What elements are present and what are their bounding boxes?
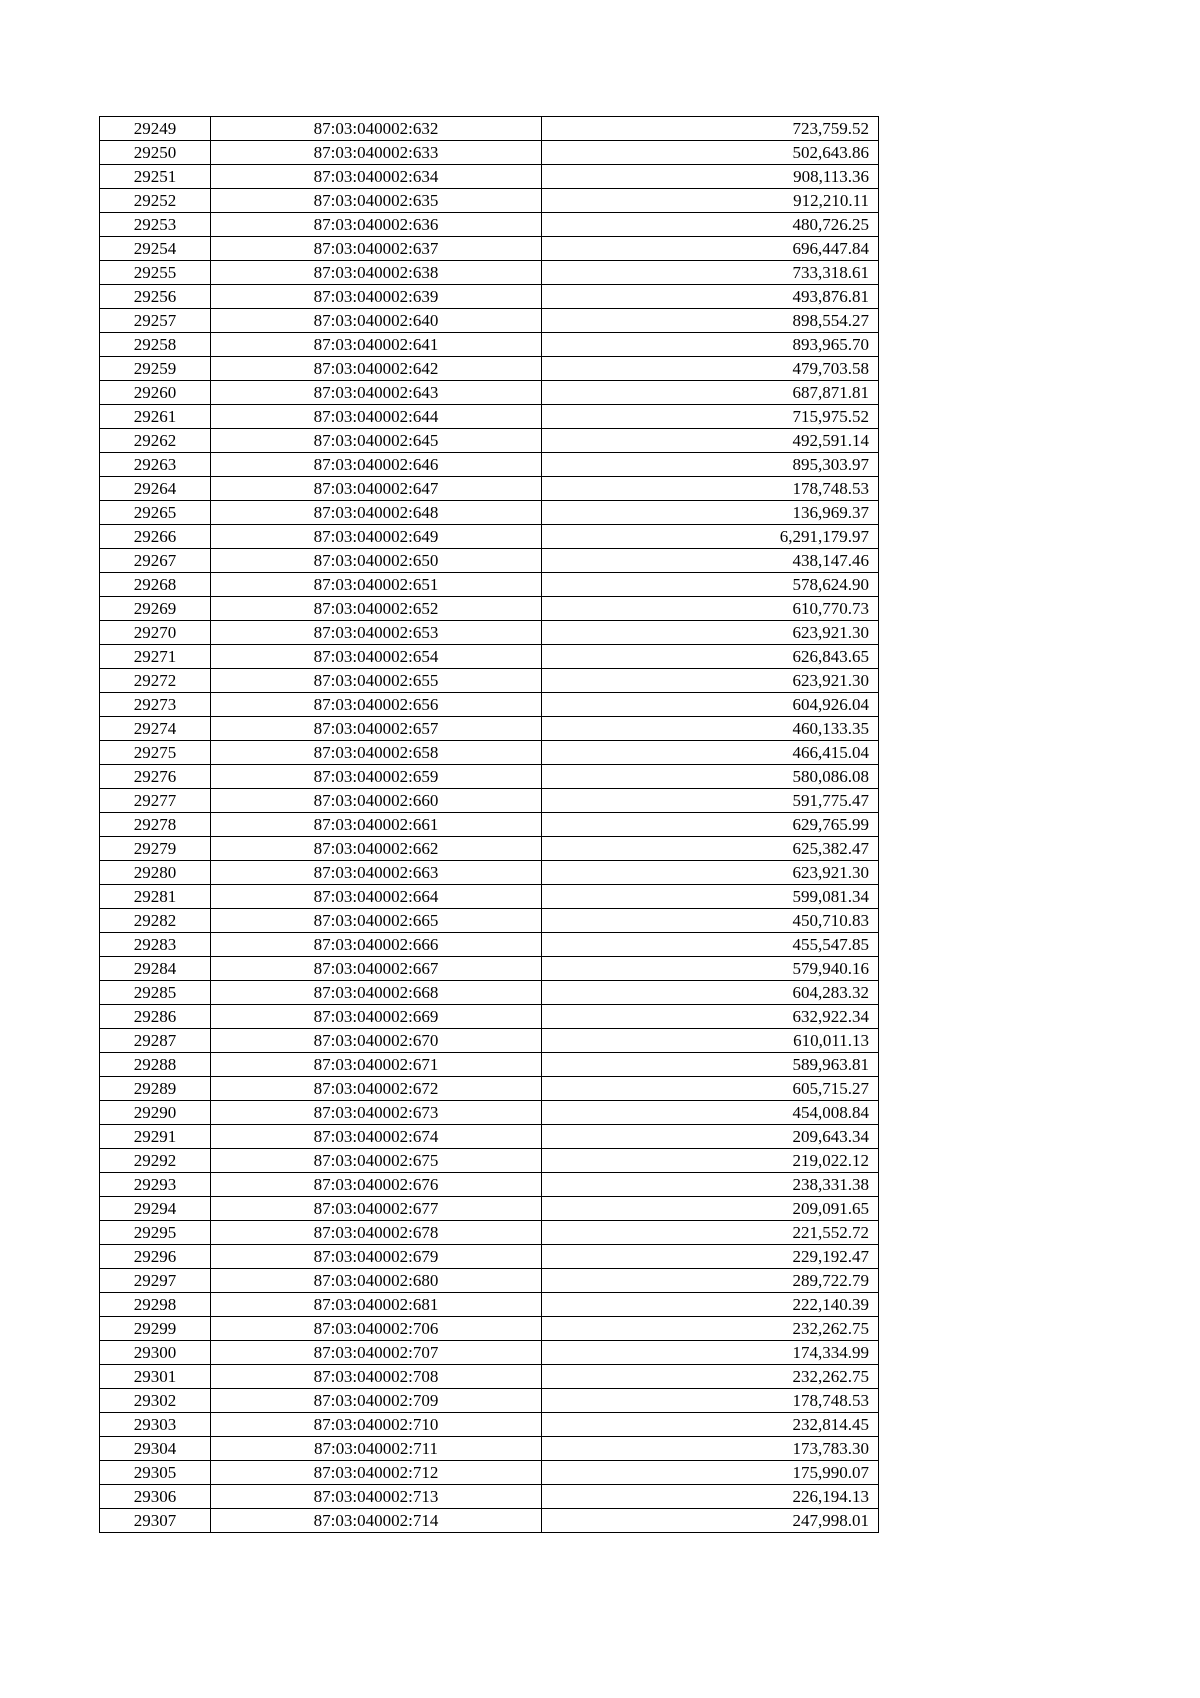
row-number-cell: 29268 (100, 573, 211, 597)
table-row (100, 1173, 879, 1197)
cadastral-value-cell: 623,921.30 (542, 861, 879, 885)
row-number-cell: 29250 (100, 141, 211, 165)
cadastral-value-cell: 604,283.32 (542, 981, 879, 1005)
cadastral-value-cell: 438,147.46 (542, 549, 879, 573)
cadastral-value-cell: 605,715.27 (542, 1077, 879, 1101)
cadastral-value-cell: 893,965.70 (542, 333, 879, 357)
row-number-cell: 29301 (100, 1365, 211, 1389)
cadastral-value-cell: 479,703.58 (542, 357, 879, 381)
table-row (100, 453, 879, 477)
cadastral-number-cell: 87:03:040002:647 (211, 477, 542, 501)
row-number-cell: 29287 (100, 1029, 211, 1053)
cadastral-number-cell: 87:03:040002:642 (211, 357, 542, 381)
row-number-cell: 29291 (100, 1125, 211, 1149)
cadastral-value-cell: 454,008.84 (542, 1101, 879, 1125)
row-number-cell: 29266 (100, 525, 211, 549)
row-number-cell: 29260 (100, 381, 211, 405)
cadastral-value-cell: 450,710.83 (542, 909, 879, 933)
row-number-cell: 29269 (100, 597, 211, 621)
table-row (100, 429, 879, 453)
cadastral-number-cell: 87:03:040002:658 (211, 741, 542, 765)
row-number-cell: 29305 (100, 1461, 211, 1485)
row-number-cell: 29256 (100, 285, 211, 309)
cadastral-value-cell: 232,814.45 (542, 1413, 879, 1437)
row-number-cell: 29280 (100, 861, 211, 885)
row-number-cell: 29253 (100, 213, 211, 237)
row-number-cell: 29271 (100, 645, 211, 669)
row-number-cell: 29304 (100, 1437, 211, 1461)
cadastral-value-cell: 623,921.30 (542, 669, 879, 693)
cadastral-value-cell: 591,775.47 (542, 789, 879, 813)
cadastral-number-cell: 87:03:040002:645 (211, 429, 542, 453)
row-number-cell: 29299 (100, 1317, 211, 1341)
cadastral-number-cell: 87:03:040002:664 (211, 885, 542, 909)
cadastral-number-cell: 87:03:040002:677 (211, 1197, 542, 1221)
cadastral-number-cell: 87:03:040002:663 (211, 861, 542, 885)
row-number-cell: 29288 (100, 1053, 211, 1077)
cadastral-value-cell: 178,748.53 (542, 1389, 879, 1413)
row-number-cell: 29254 (100, 237, 211, 261)
cadastral-number-cell: 87:03:040002:650 (211, 549, 542, 573)
row-number-cell: 29275 (100, 741, 211, 765)
cadastral-value-cell: 908,113.36 (542, 165, 879, 189)
cadastral-value-cell: 632,922.34 (542, 1005, 879, 1029)
table-row (100, 1125, 879, 1149)
cadastral-number-cell: 87:03:040002:681 (211, 1293, 542, 1317)
table-row (100, 549, 879, 573)
cadastral-number-cell: 87:03:040002:678 (211, 1221, 542, 1245)
table-row (100, 165, 879, 189)
row-number-cell: 29264 (100, 477, 211, 501)
cadastral-value-cell: 247,998.01 (542, 1509, 879, 1533)
cadastral-value-cell: 898,554.27 (542, 309, 879, 333)
table-row (100, 1461, 879, 1485)
table-row (100, 381, 879, 405)
cadastral-value-cell: 492,591.14 (542, 429, 879, 453)
cadastral-value-cell: 912,210.11 (542, 189, 879, 213)
cadastral-value-cell: 493,876.81 (542, 285, 879, 309)
table-row (100, 1149, 879, 1173)
cadastral-value-cell: 209,643.34 (542, 1125, 879, 1149)
table-row (100, 333, 879, 357)
table-row (100, 117, 879, 141)
table-row (100, 1365, 879, 1389)
cadastral-value-cell: 610,011.13 (542, 1029, 879, 1053)
table-row (100, 477, 879, 501)
cadastral-number-cell: 87:03:040002:671 (211, 1053, 542, 1077)
table-row (100, 645, 879, 669)
cadastral-value-cell: 687,871.81 (542, 381, 879, 405)
table-row (100, 1437, 879, 1461)
cadastral-number-cell: 87:03:040002:680 (211, 1269, 542, 1293)
cadastral-number-cell: 87:03:040002:634 (211, 165, 542, 189)
table-row (100, 933, 879, 957)
table-row (100, 765, 879, 789)
table-row (100, 621, 879, 645)
cadastral-value-cell: 219,022.12 (542, 1149, 879, 1173)
cadastral-number-cell: 87:03:040002:673 (211, 1101, 542, 1125)
cadastral-number-cell: 87:03:040002:648 (211, 501, 542, 525)
cadastral-number-cell: 87:03:040002:657 (211, 717, 542, 741)
row-number-cell: 29252 (100, 189, 211, 213)
table-row (100, 1413, 879, 1437)
row-number-cell: 29290 (100, 1101, 211, 1125)
cadastral-number-cell: 87:03:040002:707 (211, 1341, 542, 1365)
cadastral-number-cell: 87:03:040002:667 (211, 957, 542, 981)
cadastral-value-cell: 226,194.13 (542, 1485, 879, 1509)
row-number-cell: 29251 (100, 165, 211, 189)
cadastral-number-cell: 87:03:040002:711 (211, 1437, 542, 1461)
table-row (100, 573, 879, 597)
cadastral-number-cell: 87:03:040002:661 (211, 813, 542, 837)
cadastral-value-cell: 895,303.97 (542, 453, 879, 477)
cadastral-value-cell: 579,940.16 (542, 957, 879, 981)
table-row (100, 1293, 879, 1317)
table-row (100, 189, 879, 213)
cadastral-number-cell: 87:03:040002:714 (211, 1509, 542, 1533)
row-number-cell: 29262 (100, 429, 211, 453)
cadastral-number-cell: 87:03:040002:676 (211, 1173, 542, 1197)
cadastral-number-cell: 87:03:040002:632 (211, 117, 542, 141)
cadastral-value-cell: 589,963.81 (542, 1053, 879, 1077)
cadastral-value-cell: 173,783.30 (542, 1437, 879, 1461)
cadastral-number-cell: 87:03:040002:712 (211, 1461, 542, 1485)
row-number-cell: 29297 (100, 1269, 211, 1293)
table-row (100, 357, 879, 381)
table-row (100, 1317, 879, 1341)
table-row (100, 1341, 879, 1365)
cadastral-number-cell: 87:03:040002:679 (211, 1245, 542, 1269)
cadastral-number-cell: 87:03:040002:644 (211, 405, 542, 429)
cadastral-number-cell: 87:03:040002:639 (211, 285, 542, 309)
table-row (100, 909, 879, 933)
cadastral-number-cell: 87:03:040002:670 (211, 1029, 542, 1053)
table-row (100, 213, 879, 237)
row-number-cell: 29267 (100, 549, 211, 573)
cadastral-number-cell: 87:03:040002:641 (211, 333, 542, 357)
row-number-cell: 29249 (100, 117, 211, 141)
cadastral-value-cell: 136,969.37 (542, 501, 879, 525)
cadastral-number-cell: 87:03:040002:656 (211, 693, 542, 717)
table-row (100, 957, 879, 981)
cadastral-value-cell: 238,331.38 (542, 1173, 879, 1197)
cadastral-value-cell: 178,748.53 (542, 477, 879, 501)
row-number-cell: 29284 (100, 957, 211, 981)
cadastral-number-cell: 87:03:040002:649 (211, 525, 542, 549)
row-number-cell: 29279 (100, 837, 211, 861)
cadastral-number-cell: 87:03:040002:660 (211, 789, 542, 813)
cadastral-value-cell: 715,975.52 (542, 405, 879, 429)
table-row (100, 813, 879, 837)
row-number-cell: 29274 (100, 717, 211, 741)
cadastral-value-table (99, 116, 879, 1533)
cadastral-value-cell: 222,140.39 (542, 1293, 879, 1317)
row-number-cell: 29295 (100, 1221, 211, 1245)
cadastral-value-cell: 604,926.04 (542, 693, 879, 717)
row-number-cell: 29298 (100, 1293, 211, 1317)
row-number-cell: 29265 (100, 501, 211, 525)
cadastral-number-cell: 87:03:040002:637 (211, 237, 542, 261)
cadastral-value-cell: 723,759.52 (542, 117, 879, 141)
row-number-cell: 29259 (100, 357, 211, 381)
row-number-cell: 29258 (100, 333, 211, 357)
cadastral-number-cell: 87:03:040002:640 (211, 309, 542, 333)
table-row (100, 1245, 879, 1269)
cadastral-value-cell: 460,133.35 (542, 717, 879, 741)
row-number-cell: 29303 (100, 1413, 211, 1437)
cadastral-number-cell: 87:03:040002:669 (211, 1005, 542, 1029)
cadastral-number-cell: 87:03:040002:652 (211, 597, 542, 621)
row-number-cell: 29289 (100, 1077, 211, 1101)
table-row (100, 789, 879, 813)
cadastral-value-cell: 580,086.08 (542, 765, 879, 789)
cadastral-value-cell: 174,334.99 (542, 1341, 879, 1365)
table-row (100, 597, 879, 621)
cadastral-number-cell: 87:03:040002:668 (211, 981, 542, 1005)
cadastral-number-cell: 87:03:040002:659 (211, 765, 542, 789)
cadastral-value-cell: 696,447.84 (542, 237, 879, 261)
row-number-cell: 29306 (100, 1485, 211, 1509)
cadastral-value-cell: 625,382.47 (542, 837, 879, 861)
cadastral-value-cell: 629,765.99 (542, 813, 879, 837)
row-number-cell: 29302 (100, 1389, 211, 1413)
table-row (100, 405, 879, 429)
cadastral-value-cell: 626,843.65 (542, 645, 879, 669)
table-row (100, 285, 879, 309)
cadastral-value-cell: 175,990.07 (542, 1461, 879, 1485)
table-row (100, 501, 879, 525)
cadastral-number-cell: 87:03:040002:651 (211, 573, 542, 597)
cadastral-number-cell: 87:03:040002:708 (211, 1365, 542, 1389)
cadastral-value-cell: 599,081.34 (542, 885, 879, 909)
table-row (100, 717, 879, 741)
table-row (100, 981, 879, 1005)
row-number-cell: 29281 (100, 885, 211, 909)
cadastral-value-cell: 733,318.61 (542, 261, 879, 285)
row-number-cell: 29286 (100, 1005, 211, 1029)
row-number-cell: 29261 (100, 405, 211, 429)
cadastral-number-cell: 87:03:040002:675 (211, 1149, 542, 1173)
cadastral-value-cell: 209,091.65 (542, 1197, 879, 1221)
row-number-cell: 29294 (100, 1197, 211, 1221)
table-row (100, 837, 879, 861)
cadastral-number-cell: 87:03:040002:666 (211, 933, 542, 957)
cadastral-value-cell: 232,262.75 (542, 1365, 879, 1389)
cadastral-number-cell: 87:03:040002:706 (211, 1317, 542, 1341)
table-row (100, 741, 879, 765)
cadastral-value-cell: 623,921.30 (542, 621, 879, 645)
row-number-cell: 29293 (100, 1173, 211, 1197)
table-row (100, 1005, 879, 1029)
row-number-cell: 29300 (100, 1341, 211, 1365)
table-row (100, 1221, 879, 1245)
cadastral-number-cell: 87:03:040002:665 (211, 909, 542, 933)
table-row (100, 261, 879, 285)
cadastral-value-cell: 232,262.75 (542, 1317, 879, 1341)
cadastral-value-cell: 466,415.04 (542, 741, 879, 765)
cadastral-value-cell: 480,726.25 (542, 213, 879, 237)
row-number-cell: 29276 (100, 765, 211, 789)
row-number-cell: 29255 (100, 261, 211, 285)
row-number-cell: 29296 (100, 1245, 211, 1269)
table-row (100, 885, 879, 909)
cadastral-number-cell: 87:03:040002:655 (211, 669, 542, 693)
table-row (100, 1077, 879, 1101)
table-row (100, 525, 879, 549)
cadastral-number-cell: 87:03:040002:674 (211, 1125, 542, 1149)
row-number-cell: 29272 (100, 669, 211, 693)
cadastral-number-cell: 87:03:040002:662 (211, 837, 542, 861)
table-row (100, 237, 879, 261)
table-row (100, 1485, 879, 1509)
cadastral-number-cell: 87:03:040002:653 (211, 621, 542, 645)
row-number-cell: 29307 (100, 1509, 211, 1533)
table-row (100, 1101, 879, 1125)
table-row (100, 669, 879, 693)
table-row (100, 1269, 879, 1293)
row-number-cell: 29263 (100, 453, 211, 477)
table-row (100, 693, 879, 717)
row-number-cell: 29257 (100, 309, 211, 333)
table-row (100, 141, 879, 165)
cadastral-value-cell: 610,770.73 (542, 597, 879, 621)
table-row (100, 1389, 879, 1413)
cadastral-number-cell: 87:03:040002:713 (211, 1485, 542, 1509)
cadastral-number-cell: 87:03:040002:654 (211, 645, 542, 669)
table-row (100, 1053, 879, 1077)
table-row (100, 1029, 879, 1053)
cadastral-value-cell: 502,643.86 (542, 141, 879, 165)
row-number-cell: 29277 (100, 789, 211, 813)
row-number-cell: 29283 (100, 933, 211, 957)
cadastral-number-cell: 87:03:040002:643 (211, 381, 542, 405)
row-number-cell: 29292 (100, 1149, 211, 1173)
table-row (100, 861, 879, 885)
table-row (100, 1197, 879, 1221)
cadastral-number-cell: 87:03:040002:646 (211, 453, 542, 477)
cadastral-number-cell: 87:03:040002:638 (211, 261, 542, 285)
cadastral-value-cell: 229,192.47 (542, 1245, 879, 1269)
cadastral-value-cell: 578,624.90 (542, 573, 879, 597)
cadastral-number-cell: 87:03:040002:672 (211, 1077, 542, 1101)
row-number-cell: 29278 (100, 813, 211, 837)
cadastral-number-cell: 87:03:040002:709 (211, 1389, 542, 1413)
cadastral-value-cell: 221,552.72 (542, 1221, 879, 1245)
table-row (100, 1509, 879, 1533)
cadastral-number-cell: 87:03:040002:635 (211, 189, 542, 213)
row-number-cell: 29285 (100, 981, 211, 1005)
cadastral-value-sheet (99, 116, 878, 1533)
table-body (100, 117, 879, 1533)
row-number-cell: 29273 (100, 693, 211, 717)
cadastral-value-cell: 289,722.79 (542, 1269, 879, 1293)
table-row (100, 309, 879, 333)
cadastral-value-cell: 6,291,179.97 (542, 525, 879, 549)
cadastral-number-cell: 87:03:040002:710 (211, 1413, 542, 1437)
row-number-cell: 29282 (100, 909, 211, 933)
cadastral-value-cell: 455,547.85 (542, 933, 879, 957)
cadastral-number-cell: 87:03:040002:636 (211, 213, 542, 237)
cadastral-number-cell: 87:03:040002:633 (211, 141, 542, 165)
row-number-cell: 29270 (100, 621, 211, 645)
